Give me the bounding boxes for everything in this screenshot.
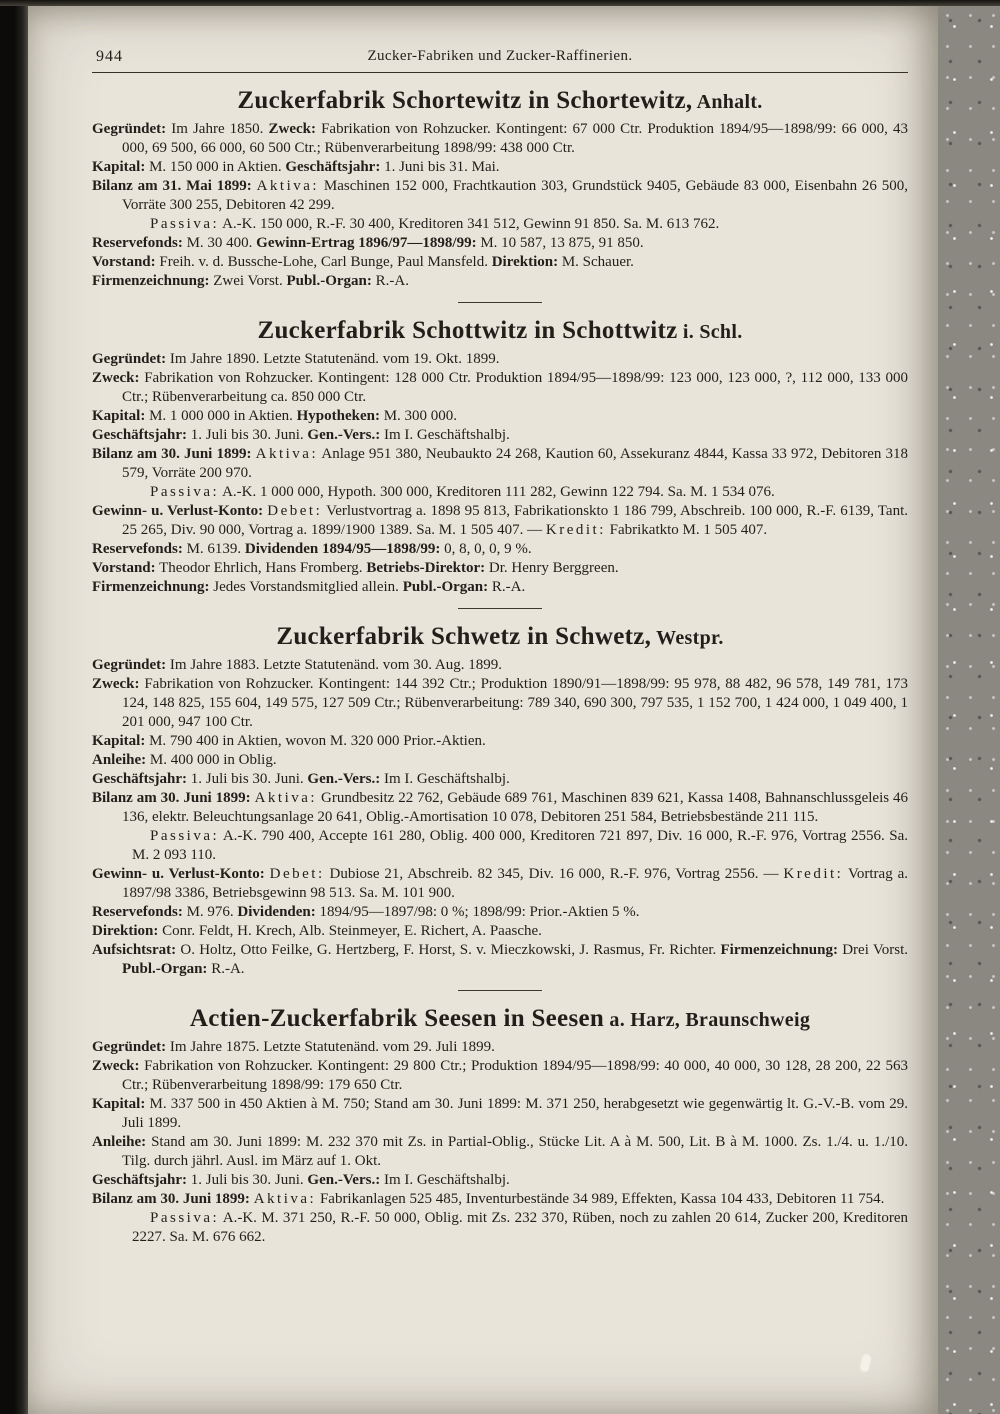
entry-paragraph [92,426,908,445]
field-text: Fabrikation von Rohzucker. Kontingent: 29 800 Ctr.; Produktion 1894/95—1898/99: 40 000, 40 000, 30 128, 28 200, 22 563 Ctr.; Rübenverarbeitung 1898/99: 179 650 Ctr. [122,1058,908,1093]
spaced-term: Aktiva: [253,1191,317,1207]
field-label: Dividenden: [237,904,316,920]
entry-paragraph [92,502,908,540]
field-label: Gen.-Vers.: [307,1172,381,1188]
field-text: A.-K. M. 371 250, R.-F. 50 000, Oblig. mit Zs. 232 370, Rüben, noch zu zahlen 20 614, Zucker 200, Kreditoren 2227. Sa. M. 676 662. [132,1210,908,1245]
field-label: Firmenzeichnung: [720,942,838,958]
spaced-term: Debet: [269,866,325,882]
field-label: Gegründet: [92,351,167,367]
field-text: A.-K. 150 000, R.-F. 30 400, Kreditoren 341 512, Gewinn 91 850. Sa. M. 613 762. [219,216,720,232]
entry-title [92,87,908,115]
field-text: Conr. Feldt, H. Krech, Alb. Steinmeyer, E. Richert, A. Paasche. [158,923,542,939]
field-label: Firmenzeichnung: [92,579,210,595]
field-text: Jedes Vorstandsmitglied allein. [209,579,403,595]
field-label: Reservefonds: [92,904,183,920]
field-label: Bilanz am 30. Juni 1899: [92,790,251,806]
entry-paragraph [92,350,908,369]
field-text: Im Jahre 1890. Letzte Statutenänd. vom 19. Okt. 1899. [166,351,500,367]
field-label: Gewinn- u. Verlust-Konto: [92,503,264,519]
field-text: M. 790 400 in Aktien, wovon M. 320 000 Prior.-Aktien. [145,733,486,749]
entry-paragraph [92,922,908,941]
field-text: A.-K. 790 400, Accepte 161 280, Oblig. 400 000, Kreditoren 721 897, Div. 16 000, R.-F. 976, Vortrag 2556. Sa. M. 2 093 110. [132,828,908,863]
field-text: R.-A. [488,579,526,595]
field-text: M. 1 000 000 in Aktien. [145,408,297,424]
field-text: Vortrag a. 1897/98 3386, Betriebsgewinn 98 513. Sa. M. 101 900. [122,866,909,901]
entries-container [92,87,908,1247]
entry-title-main: Zuckerfabrik Schortewitz in Schortewitz, [237,87,693,114]
field-text: M. 10 587, 13 875, 91 850. [476,235,644,251]
field-label: Kapital: [92,408,146,424]
field-label: Kapital: [92,733,146,749]
field-text: Im Jahre 1883. Letzte Statutenänd. vom 30. Aug. 1899. [166,657,502,673]
spaced-term: Passiva: [150,216,220,232]
field-text: Stand am 30. Juni 1899: M. 232 370 mit Zs. in Partial-Oblig., Stücke Lit. A à M. 500, Lit. B à M. 1000. Zs. 1./4. u. 1./10. Tilg. durch jährl. Ausl. im März auf 1. Okt. [122,1134,908,1169]
spaced-term: Kredit: [545,522,606,538]
entry-paragraph [92,656,908,675]
entry-title-main: Zuckerfabrik Schottwitz in Schottwitz [257,317,678,344]
field-text: Im Jahre 1850. [166,121,269,137]
entry-paragraph [92,272,908,291]
field-text: M. 400 000 in Oblig. [146,752,277,768]
field-text: R.-A. [371,273,409,289]
field-text: Freih. v. d. Bussche-Lohe, Carl Bunge, Paul Mansfeld. [155,254,492,270]
entry-paragraph [92,1133,908,1171]
field-text: Fabrikation von Rohzucker. Kontingent: 67 000 Ctr. Produktion 1894/95—1898/99: 66 000, 43 000, 69 500, 66 000, 60 500 Ctr.; Rübenverarbeitung 1898/99: 438 000 Ctr. [122,121,908,156]
entry-paragraph [92,215,908,234]
field-label: Vorstand: [92,254,156,270]
entry-paragraph [92,1209,908,1247]
entry-paragraph [92,369,908,407]
entry-paragraph [92,559,908,578]
field-label: Aufsichtsrat: [92,942,177,958]
entry-paragraph [92,732,908,751]
entry-paragraph [92,158,908,177]
entry-paragraph [92,865,908,903]
field-text: 1. Juli bis 30. Juni. [186,427,308,443]
entry-divider [458,990,542,991]
header-rule [92,72,908,73]
field-label: Geschäftsjahr: [92,1172,187,1188]
field-label: Reservefonds: [92,541,183,557]
field-text: M. 337 500 in 450 Aktien à M. 750; Stand am 30. Juni 1899: M. 371 250, herabgesetzt wie gegenwärtig lt. G.-V.-B. vom 29. Juli 1899. [122,1096,908,1131]
entry [92,1005,908,1247]
field-label: Hypotheken: [296,408,380,424]
field-label: Firmenzeichnung: [92,273,210,289]
field-text: Im I. Geschäftshalbj. [380,1172,510,1188]
field-text: M. 150 000 in Aktien. [145,159,286,175]
entry-title-suffix: a. Harz, Braunschweig [604,1009,811,1031]
entry-paragraph [92,483,908,502]
field-text: Im Jahre 1875. Letzte Statutenänd. vom 29. Juli 1899. [166,1039,495,1055]
field-text: Verlustvortrag a. 1898 95 813, Fabrikationskto 1 186 799, Abschreib. 100 000, R.-F. 6139, Tant. 25 265, Div. 90 000, Vortrag a. 1899/1900 1389. Sa. M. 1 505 407. — [122,503,908,538]
field-label: Zweck: [92,1058,140,1074]
field-label: Gewinn-Ertrag 1896/97—1898/99: [256,235,477,251]
entry-divider [458,302,542,303]
field-label: Bilanz am 30. Juni 1899: [92,1191,250,1207]
field-label: Direktion: [491,254,559,270]
field-text: M. 6139. [182,541,245,557]
spaced-term: Debet: [267,503,323,519]
field-label: Direktion: [92,923,159,939]
field-label: Bilanz am 31. Mai 1899: [92,178,252,194]
entry-paragraph [92,770,908,789]
field-text: Theodor Ehrlich, Hans Fromberg. [155,560,367,576]
field-label: Kapital: [92,1096,146,1112]
scan-left-edge [0,0,28,1414]
field-label: Publ.-Organ: [286,273,372,289]
entry-paragraph [92,253,908,272]
field-text: M. 30 400. [182,235,257,251]
page-number: 944 [96,48,123,65]
field-label: Publ.-Organ: [402,579,489,595]
field-label: Gegründet: [92,1039,167,1055]
entry-paragraph [92,1057,908,1095]
field-text: Anlage 951 380, Neubaukto 24 268, Kaution 60, Assekuranz 4844, Kassa 33 972, Debitoren 318 579, Vorräte 200 970. [122,446,909,481]
scan-top-edge [0,0,1000,6]
field-label: Anleihe: [92,1134,147,1150]
spaced-term: Passiva: [150,1210,220,1226]
field-text: 1894/95—1897/98: 0 %; 1898/99: Prior.-Aktien 5 %. [315,904,640,920]
entry-title [92,317,908,345]
field-text: Fabrikatkto M. 1 505 407. [605,522,768,538]
field-text: Dubiose 21, Abschreib. 82 345, Div. 16 000, R.-F. 976, Vortrag 2556. — [324,866,784,882]
field-label: Vorstand: [92,560,156,576]
field-text: Maschinen 152 000, Frachtkaution 303, Grundstück 9405, Gebäude 83 000, Eisenbahn 26 500, Vorräte 300 255, Debitoren 42 299. [122,178,909,213]
entry-paragraph [92,827,908,865]
entry-paragraph [92,903,908,922]
field-text: 0, 8, 0, 0, 9 %. [440,541,532,557]
field-label: Zweck: [92,676,140,692]
field-label: Zweck: [268,121,316,137]
entry [92,87,908,291]
field-text: 1. Juni bis 31. Mai. [380,159,500,175]
entry-paragraph [92,675,908,732]
entry-divider [458,608,542,609]
field-label: Gegründet: [92,121,167,137]
field-label: Betriebs-Direktor: [366,560,486,576]
entry-paragraph [92,1095,908,1133]
field-label: Zweck: [92,370,140,386]
spaced-term: Kredit: [783,866,844,882]
field-text: A.-K. 1 000 000, Hypoth. 300 000, Kreditoren 111 282, Gewinn 122 794. Sa. M. 1 534 076. [219,484,775,500]
entry-paragraph [92,445,908,483]
entry-paragraph [92,941,908,979]
field-text: Fabrikation von Rohzucker. Kontingent: 128 000 Ctr. Produktion 1894/95—1898/99: 123 000, 123 000, ?, 112 000, 133 000 Ctr.; Rübenverarbeitung ca. 850 000 Ctr. [122,370,908,405]
field-label: Dividenden 1894/95—1898/99: [244,541,441,557]
field-text: Dr. Henry Berggreen. [485,560,619,576]
spaced-term: Aktiva: [256,178,320,194]
entry-title [92,623,908,651]
field-text: 1. Juli bis 30. Juni. [186,771,308,787]
entry-paragraph [92,789,908,827]
field-text: Zwei Vorst. [209,273,287,289]
field-label: Kapital: [92,159,146,175]
paper [28,4,938,1414]
entry-title-main: Actien-Zuckerfabrik Seesen in Seesen [189,1005,605,1032]
spaced-term: Passiva: [150,484,220,500]
entry-title [92,1005,908,1033]
entry [92,623,908,979]
page-header [92,48,908,65]
field-text: Im I. Geschäftshalbj. [380,427,510,443]
spaced-term: Aktiva: [255,446,319,462]
field-label: Publ.-Organ: [122,961,208,977]
field-text: Im I. Geschäftshalbj. [380,771,510,787]
entry-paragraph [92,751,908,770]
entry-title-suffix: Anhalt. [692,91,763,113]
entry-title-suffix: i. Schl. [677,321,743,343]
field-text: Drei Vorst. [838,942,908,958]
field-label: Geschäftsjahr: [92,427,187,443]
entry-paragraph [92,407,908,426]
spaced-term: Aktiva: [254,790,318,806]
scan-right-edge [936,0,1000,1414]
field-text: M. Schauer. [558,254,634,270]
field-label: Bilanz am 30. Juni 1899: [92,446,252,462]
entry-title-suffix: Westpr. [651,627,724,649]
field-text: M. 300 000. [379,408,458,424]
spaced-term: Passiva: [150,828,220,844]
entry-paragraph [92,234,908,253]
field-text: Fabrikation von Rohzucker. Kontingent: 144 392 Ctr.; Produktion 1890/91—1898/99: 95 978, 88 482, 96 578, 149 781, 173 124, 148 825, 155 604, 149 575, 127 509 Ctr.; Rübenverarbeitung: 789 340, 690 300, 797 535, 1 152 700, 1 424 000, 1 049 400, 1 201 000, 947 100 Ctr. [122,676,908,730]
field-label: Gegründet: [92,657,167,673]
field-text: Fabrikanlagen 525 485, Inventurbestände 34 989, Effekten, Kassa 104 433, Debitoren 11 754. [316,1191,885,1207]
field-label: Reservefonds: [92,235,183,251]
field-text: R.-A. [207,961,245,977]
entry-title-main: Zuckerfabrik Schwetz in Schwetz, [276,623,652,650]
entry-paragraph [92,540,908,559]
entry-paragraph [92,1190,908,1209]
field-text: 1. Juli bis 30. Juni. [186,1172,308,1188]
field-label: Gen.-Vers.: [307,771,381,787]
field-text: M. 976. [182,904,238,920]
entry-paragraph [92,1038,908,1057]
field-text: O. Holtz, Otto Feilke, G. Hertzberg, F. Horst, S. v. Mieczkowski, J. Rasmus, Fr. Richter. [176,942,721,958]
field-label: Gen.-Vers.: [307,427,381,443]
entry [92,317,908,597]
entry-paragraph [92,120,908,158]
entry-paragraph [92,1171,908,1190]
field-text: Grundbesitz 22 762, Gebäude 689 761, Maschinen 839 621, Kassa 1408, Bahnanschlussgeleis 46 136, elektr. Beleuchtungsanlage 20 641, Oblig.-Amortisation 10 078, Debitoren 251 584, Betriebsbestände 211 115. [122,790,909,825]
entry-paragraph [92,177,908,215]
field-label: Geschäftsjahr: [285,159,381,175]
field-label: Anleihe: [92,752,147,768]
running-title: Zucker-Fabriken und Zucker-Raffinerien. [367,48,633,64]
field-label: Geschäftsjahr: [92,771,187,787]
entry-paragraph [92,578,908,597]
field-label: Gewinn- u. Verlust-Konto: [92,866,265,882]
